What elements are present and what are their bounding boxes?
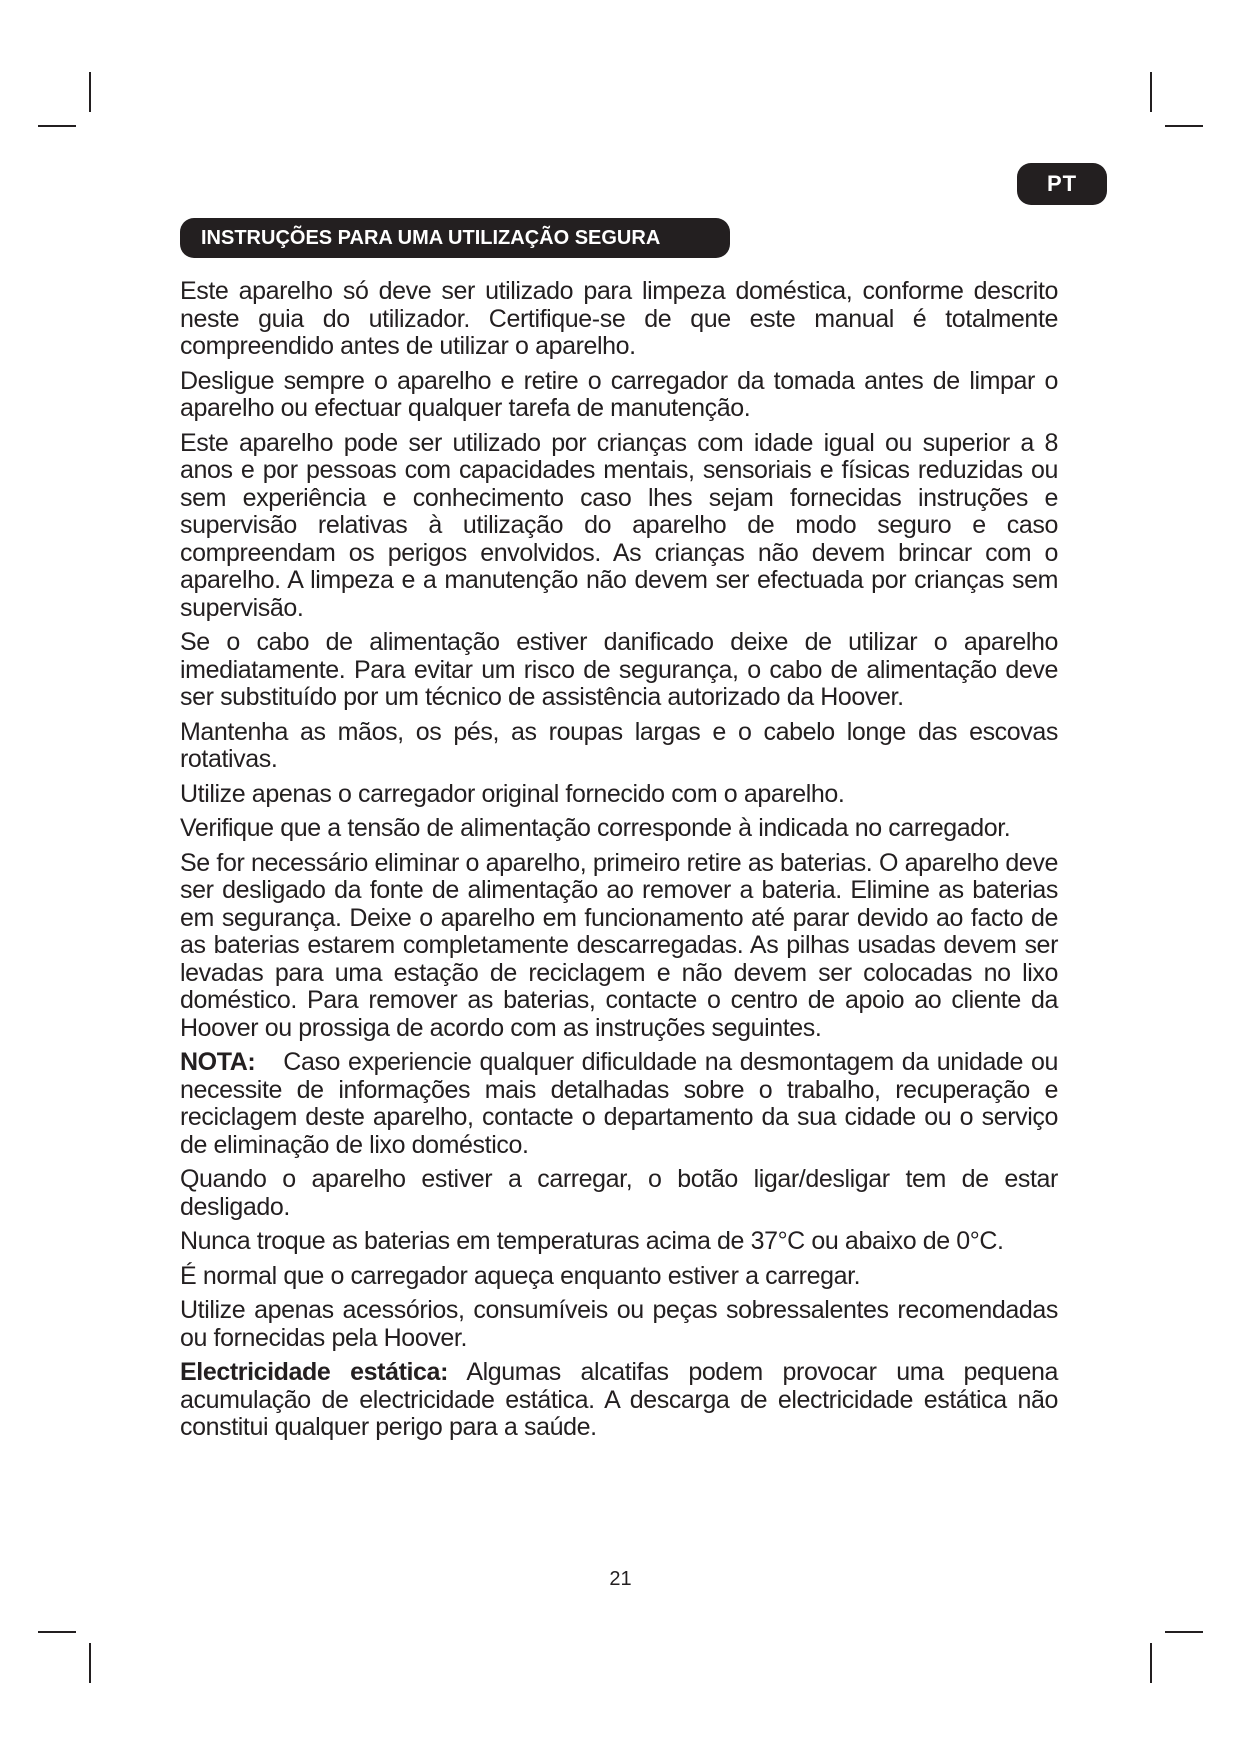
crop-mark [38, 125, 76, 127]
language-badge: PT [1017, 163, 1107, 205]
paragraph: Este aparelho pode ser utilizado por crianças com idade igual ou superior a 8 anos e por pessoas com capacidades mentais, sensoriais e físicas reduzidas ou sem experiência e conhecimento caso lhes sejam fornecidas instruções e supervisão relativas à utilização do aparelho de modo seguro e caso compreendam os perigos envolvidos. As crianças não devem brincar com o aparelho. A limpeza e a manutenção não devem ser efectuada por crianças sem supervisão. [180, 428, 1058, 622]
section-title: INSTRUÇÕES PARA UMA UTILIZAÇÃO SEGURA [180, 218, 730, 258]
paragraph: Este aparelho só deve ser utilizado para limpeza doméstica, conforme descrito neste guia do utilizador. Certifique-se de que este manual é totalmente compreendido antes de utilizar o aparelho. [180, 277, 1058, 360]
paragraph: Utilize apenas acessórios, consumíveis ou peças sobressalentes recomendadas ou fornecidas pela Hoover. [180, 1296, 1058, 1352]
page-number: 21 [609, 1568, 632, 1590]
paragraph: Verifique que a tensão de alimentação corresponde à indicada no carregador. [180, 814, 1011, 842]
paragraph: Se o cabo de alimentação estiver danificado deixe de utilizar o aparelho imediatamente. Para evitar um risco de segurança, o cabo de alimentação deve ser substituído por um técnico de assistência autorizado da Hoover. [180, 628, 1058, 711]
crop-mark [89, 1643, 91, 1683]
note-text: Caso experiencie qualquer dificuldade na desmontagem da unidade ou necessite de informações mais detalhadas sobre o trabalho, recuperação e reciclagem deste aparelho, contacte o departamento da sua cidade ou o serviço de eliminação de lixo doméstico. [180, 1048, 1058, 1159]
crop-mark [1165, 1631, 1203, 1633]
paragraph: Mantenha as mãos, os pés, as roupas largas e o cabelo longe das escovas rotativas. [180, 717, 1058, 773]
crop-mark [38, 1631, 76, 1633]
static-electricity-label: Electricidade estática: [180, 1358, 448, 1386]
note-paragraph [180, 1049, 1058, 1159]
paragraph: Quando o aparelho estiver a carregar, o botão ligar/desligar tem de estar desligado. [180, 1165, 1058, 1221]
static-electricity-paragraph [180, 1359, 1058, 1442]
paragraph: Se for necessário eliminar o aparelho, primeiro retire as baterias. O aparelho deve ser desligado da fonte de alimentação ao remover a bateria. Elimine as baterias em segurança. Deixe o aparelho em funcionamento até parar devido ao facto de as baterias estarem completamente descarregadas. As pilhas usadas devem ser levadas para uma estação de reciclagem e não devem ser colocadas no lixo doméstico. Para remover as baterias, contacte o centro de apoio ao cliente da Hoover ou prossiga de acordo com as instruções seguintes. [180, 848, 1058, 1042]
paragraph: Desligue sempre o aparelho e retire o carregador da tomada antes de limpar o aparelho ou efectuar qualquer tarefa de manutenção. [180, 366, 1058, 422]
crop-mark [89, 72, 91, 112]
static-electricity-text: Algumas alcatifas podem provocar uma pequena acumulação de electricidade estática. A descarga de electricidade estática não constitui qualquer perigo para a saúde. [180, 1358, 1058, 1441]
note-label: NOTA: [180, 1048, 256, 1076]
paragraph: É normal que o carregador aqueça enquanto estiver a carregar. [180, 1261, 861, 1290]
crop-mark [1165, 125, 1203, 127]
crop-mark [1150, 1643, 1152, 1683]
paragraph: Nunca troque as baterias em temperaturas acima de 37°C ou abaixo de 0°C. [180, 1227, 1004, 1255]
paragraph: Utilize apenas o carregador original fornecido com o aparelho. [180, 779, 845, 808]
crop-mark [1150, 72, 1152, 112]
instructions-body [180, 278, 1058, 1449]
